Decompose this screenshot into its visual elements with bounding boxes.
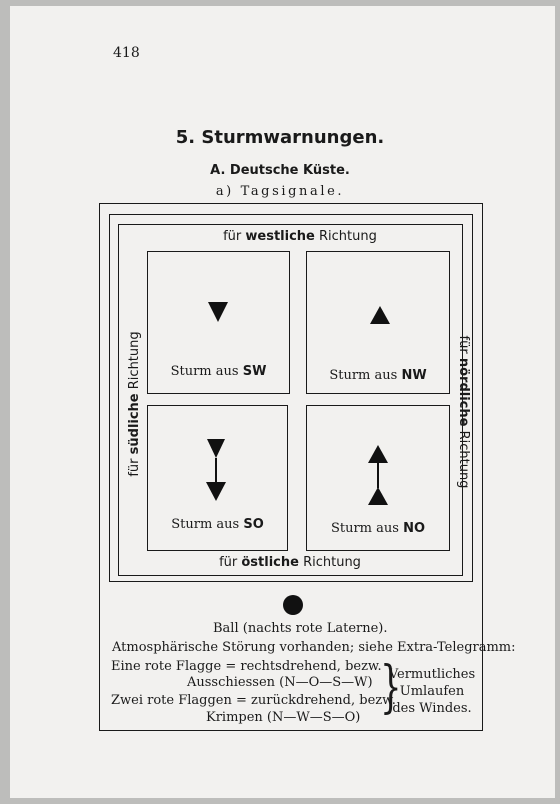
- signal-box-nw: [306, 251, 450, 394]
- one-flag-rule-detail: Ausschiessen (N—O—S—W): [187, 675, 373, 690]
- disturbance-note: Atmosphärische Störung vorhanden; siehe Extra-Telegramm:: [112, 640, 516, 655]
- two-flags-rule: Zwei rote Flaggen = zurückdrehend, bezw.: [111, 693, 396, 708]
- section-title: 5. Sturmwarnungen.: [175, 127, 385, 148]
- ball-caption: Ball (nachts rote Laterne).: [213, 621, 388, 636]
- signal-label-sw: Sturm aus SW: [170, 364, 267, 379]
- ball-icon: [283, 595, 303, 615]
- direction-label-north: für nördliche Richtung: [456, 335, 471, 489]
- page-number: 418: [113, 45, 140, 61]
- subsection-title: A. Deutsche Küste.: [210, 163, 350, 178]
- one-flag-rule: Eine rote Flagge = rechtsdrehend, bezw.: [111, 659, 382, 674]
- signal-box-sw: [147, 251, 290, 394]
- signal-box-so: [147, 405, 288, 551]
- signal-box-no: [306, 405, 450, 551]
- direction-label-east: für östliche Richtung: [219, 555, 361, 570]
- direction-label-west: für westliche Richtung: [223, 229, 377, 244]
- signal-title: a) Tagsignale.: [215, 184, 345, 199]
- two-flags-rule-detail: Krimpen (N—W—S—O): [206, 710, 361, 725]
- direction-label-south: für südliche Richtung: [127, 331, 142, 477]
- brace-symbol: }: [380, 655, 402, 720]
- signal-label-nw: Sturm aus NW: [329, 368, 427, 383]
- signal-label-so: Sturm aus SO: [171, 517, 264, 532]
- wind-rotation-note: Vermutliches Umlaufen des Windes.: [388, 667, 476, 716]
- signal-label-no: Sturm aus NO: [330, 521, 426, 536]
